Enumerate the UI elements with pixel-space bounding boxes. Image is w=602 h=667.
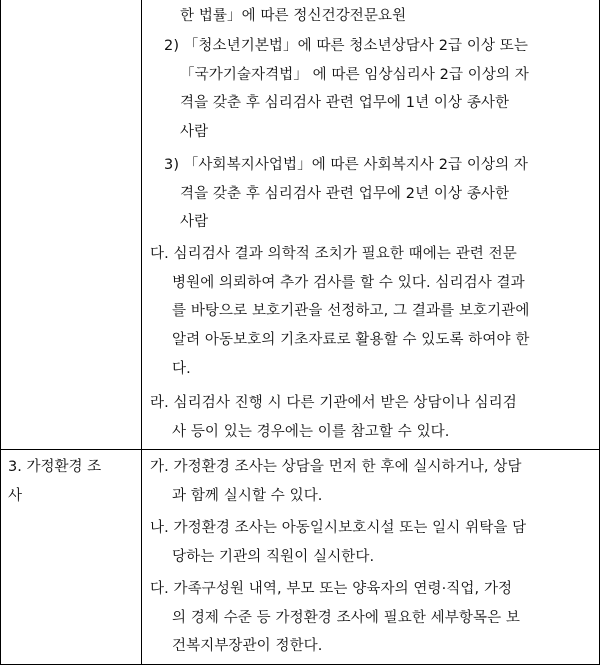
text-line: 사람	[180, 214, 209, 231]
text-line: 3. 가정환경 조	[8, 459, 102, 475]
row-divider	[1, 449, 599, 450]
clause-ra-psych-test	[150, 389, 517, 446]
clause-na-home-environment	[150, 514, 526, 571]
text-line: 나. 가정환경 조사는 아동일시보호시설 또는 일시 위탁을 담	[150, 520, 527, 536]
text-line: 사	[8, 488, 23, 504]
clause-da-psych-test	[150, 240, 529, 384]
text-line: 과 함께 실시할 수 있다.	[172, 487, 323, 504]
text-line: 한 법률」에 따른 정신건강전문요원	[180, 8, 407, 24]
text-line: 가. 가정환경 조사는 상담을 먼저 한 후에 실시하거나, 상담	[150, 459, 522, 475]
clause-da-home-environment	[150, 575, 520, 661]
text-line: 라. 심리검사 진행 시 다른 기관에서 받은 상담이나 심리검	[150, 395, 517, 411]
qualification-item-1-continued	[180, 2, 406, 31]
clause-ga-home-environment	[150, 453, 522, 510]
text-line: 3) 「사회복지사업법」에 따른 사회복지사 2급 이상의 자	[164, 157, 529, 173]
text-line: 격을 갖춘 후 심리검사 관련 업무에 1년 이상 종사한	[180, 95, 510, 112]
text-line: 건복지부장관이 정한다.	[172, 638, 323, 655]
text-line: 2) 「청소년기본법」에 따른 청소년상담사 2급 이상 또는	[164, 38, 529, 54]
text-line: 알려 아동보호의 기초자료로 활용할 수 있도록 하여야 한	[172, 332, 530, 349]
text-line: 를 바탕으로 보호기관을 선정하고, 그 결과를 보호기관에	[172, 303, 530, 320]
text-line: 병원에 의뢰하여 추가 검사를 할 수 있다. 심리검사 결과	[172, 274, 525, 291]
qualification-item-2	[164, 32, 529, 147]
section-label-home-environment	[8, 453, 101, 511]
text-line: 다. 심리검사 결과 의학적 조치가 필요한 때에는 관련 전문	[150, 246, 517, 262]
text-line: 당하는 기관의 직원이 실시한다.	[172, 548, 375, 565]
column-divider	[141, 0, 142, 664]
text-line: 다.	[172, 360, 191, 377]
qualification-item-3	[164, 151, 528, 237]
text-line: 사 등이 있는 경우에는 이를 참고할 수 있다.	[172, 423, 450, 440]
text-line: 다. 가족구성원 내역, 부모 또는 양육자의 연령·직업, 가정	[150, 581, 513, 597]
text-line: 의 경제 수준 등 가정환경 조사에 필요한 세부항목은 보	[172, 609, 521, 626]
text-line: 사람	[180, 124, 209, 141]
text-line: 「국가기술자격법」 에 따른 임상심리사 2급 이상의 자	[180, 66, 529, 83]
text-line: 격을 갖춘 후 심리검사 관련 업무에 2년 이상 종사한	[180, 185, 510, 202]
